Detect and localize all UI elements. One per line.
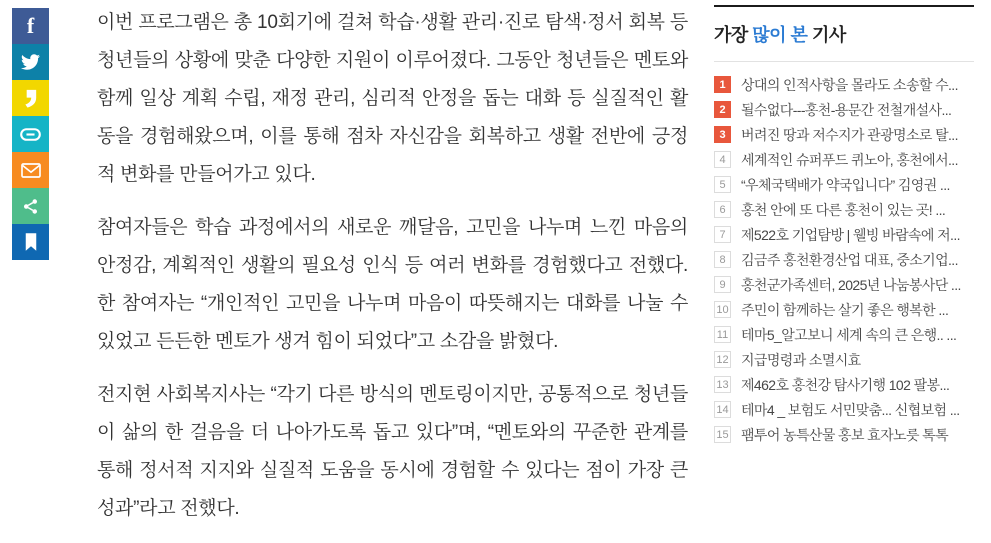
rank-badge: 12: [714, 351, 731, 368]
sidebar-title: [714, 21, 974, 47]
sidebar-title-pre: 가장: [714, 25, 753, 45]
facebook-share-button[interactable]: [12, 8, 49, 44]
list-item[interactable]: [714, 322, 974, 347]
article-link[interactable]: 제522호 기업탐방 | 웰빙 바람속에 저...: [741, 226, 960, 243]
article-link[interactable]: 주민이 함께하는 살기 좋은 행복한 ...: [741, 301, 949, 318]
article-link[interactable]: 세계적인 슈퍼푸드 퀴노아, 홍천에서...: [741, 151, 958, 168]
link-icon: [20, 128, 41, 141]
article-link[interactable]: 김금주 홍천환경산업 대표, 중소기업...: [741, 251, 958, 268]
list-item[interactable]: [714, 422, 974, 447]
social-share-column: [12, 8, 49, 260]
rank-badge: 15: [714, 426, 731, 443]
article-link[interactable]: 홍천 안에 또 다른 홍천이 있는 곳! ...: [741, 201, 946, 218]
list-item[interactable]: [714, 197, 974, 222]
rank-badge: 1: [714, 76, 731, 93]
copy-link-button[interactable]: [12, 116, 49, 152]
article-paragraph: 이번 프로그램은 총 10회기에 걸쳐 학습·생활 관리·진로 탐색·정서 회복 등 청년들의 상황에 맞춘 다양한 지원이 이루어졌다. 그동안 청년들은 멘토와 함께 일상 계획 수립, 재정 관리, 심리적 안정을 돕는 대화 등 실질적인 활동을 경험해왔으며, 이를 통해 점차 자신감을 회복하고 생활 전반에 긍정적 변화를 만들어가고 있다.: [97, 12, 688, 185]
rank-badge: 4: [714, 151, 731, 168]
article-link[interactable]: 제462호 홍천강 탐사기행 102 팔봉...: [741, 376, 950, 393]
rank-badge: 5: [714, 176, 731, 193]
kakaostory-share-button[interactable]: [12, 80, 49, 116]
email-share-button[interactable]: [12, 152, 49, 188]
most-viewed-sidebar: [714, 5, 974, 447]
rank-badge: 8: [714, 251, 731, 268]
rank-badge: 14: [714, 401, 731, 418]
list-item[interactable]: [714, 247, 974, 272]
rank-badge: 9: [714, 276, 731, 293]
rank-badge: 3: [714, 126, 731, 143]
email-icon: [21, 163, 41, 178]
most-viewed-list: [714, 72, 974, 447]
article-body: [97, 0, 688, 543]
article-link[interactable]: “우체국택배가 약국입니다” 김영권 ...: [741, 176, 950, 193]
list-item[interactable]: [714, 122, 974, 147]
list-item[interactable]: [714, 172, 974, 197]
rank-badge: 6: [714, 201, 731, 218]
sidebar-title-post: 기사: [807, 25, 846, 45]
article-paragraph: 참여자들은 학습 과정에서의 새로운 깨달음, 고민을 나누며 느낀 마음의 안정감, 계획적인 생활의 필요성 인식 등 여러 변화를 경험했다고 전했다. 한 참여자는 “개인적인 고민을 나누며 마음이 따뜻해지는 대화를 나눌 수 있었고 든든한 멘토가 생겨 힘이 되었다”고 소감을 밝혔다.: [97, 217, 688, 352]
list-item[interactable]: [714, 72, 974, 97]
sidebar-divider: [714, 61, 974, 62]
article-paragraph: 전지현 사회복지사는 “각기 다른 방식의 멘토링이지만, 공통적으로 청년들이 삶의 한 걸음을 더 나아가도록 돕고 있다”며, “멘토와의 꾸준한 관계를 통해 정서적 지지와 실질적 도움을 동시에 경험할 수 있다는 점이 가장 큰 성과”라고 전했다.: [97, 384, 688, 519]
bookmark-icon: [24, 233, 38, 251]
facebook-icon: f: [26, 13, 35, 38]
list-item[interactable]: [714, 347, 974, 372]
rank-badge: 10: [714, 301, 731, 318]
sidebar-top-rule: [714, 5, 974, 7]
article-link[interactable]: 될수없다---홍천-용문간 전철개설사...: [741, 101, 952, 118]
twitter-share-button[interactable]: [12, 44, 49, 80]
rank-badge: 11: [714, 326, 731, 343]
rank-badge: 7: [714, 226, 731, 243]
rank-badge: 13: [714, 376, 731, 393]
rank-badge: 2: [714, 101, 731, 118]
list-item[interactable]: [714, 372, 974, 397]
share-button[interactable]: [12, 188, 49, 224]
twitter-icon: [21, 54, 40, 70]
list-item[interactable]: [714, 222, 974, 247]
list-item[interactable]: [714, 97, 974, 122]
share-icon: [22, 198, 39, 215]
article-link[interactable]: 테마5_알고보니 세계 속의 큰 은행.. ...: [741, 326, 957, 343]
bookmark-button[interactable]: [12, 224, 49, 260]
article-link[interactable]: 상대의 인적사항을 몰라도 소송할 수...: [741, 76, 958, 93]
article-link[interactable]: 팸투어 농특산물 홍보 효자노릇 톡톡: [741, 426, 949, 443]
list-item[interactable]: [714, 272, 974, 297]
list-item[interactable]: [714, 397, 974, 422]
article-link[interactable]: 지급명령과 소멸시효: [741, 351, 861, 368]
article-link[interactable]: 테마4 _ 보험도 서민맞춤... 신협보험 ...: [741, 401, 960, 418]
list-item[interactable]: [714, 147, 974, 172]
sidebar-title-highlight: 많이 본: [752, 25, 808, 45]
kakaostory-icon: [24, 89, 38, 108]
article-link[interactable]: 버려진 땅과 저수지가 관광명소로 탈...: [741, 126, 958, 143]
article-link[interactable]: 홍천군가족센터, 2025년 나눔봉사단 ...: [741, 276, 961, 293]
list-item[interactable]: [714, 297, 974, 322]
